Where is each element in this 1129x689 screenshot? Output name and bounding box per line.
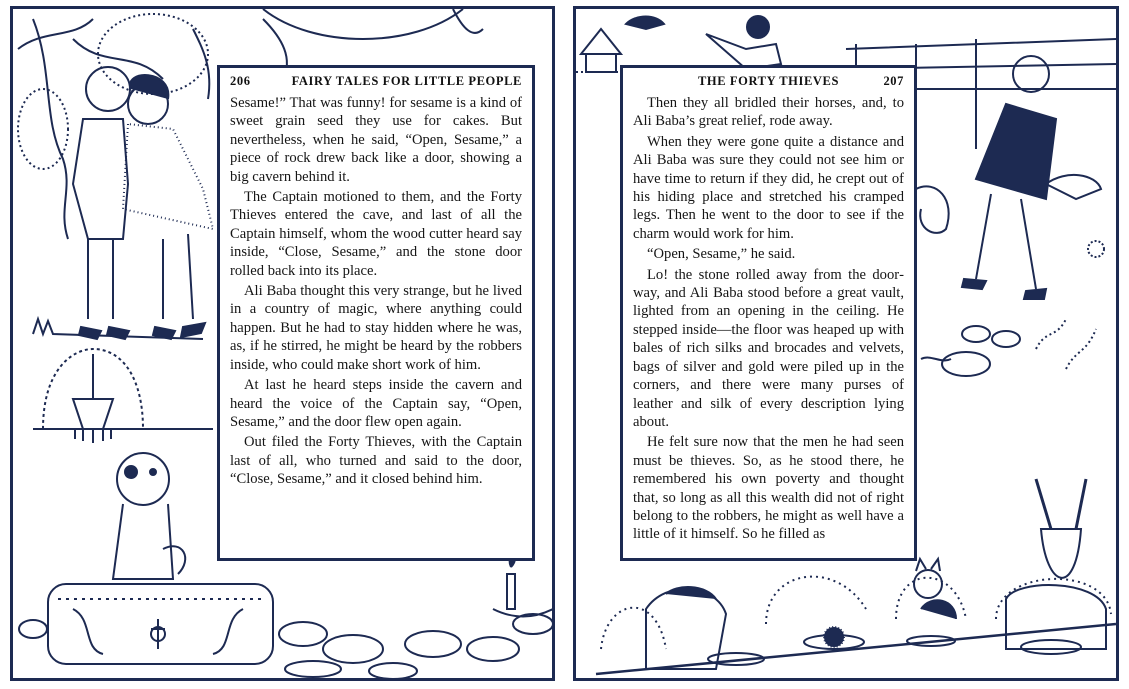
- right-paragraph-3: “Open, Sesame,” he said.: [647, 246, 796, 263]
- flying-hat: [626, 17, 664, 30]
- right-page: [573, 6, 1119, 681]
- left-paragraph-1: Sesame!” That was funny! for sesame is a kind of sweet grain seed they use for cakes. But nevertheless, when he said, “Open, Sesame,” a piece of rock drew back like a door, showing a big cavern behind it.: [230, 95, 522, 185]
- dog-body: [113, 504, 173, 579]
- treasure-chest: [48, 584, 273, 664]
- fan-1: [766, 577, 866, 624]
- left-paragraph-5: Out filed the Forty Thieves, with the Captain last of all, who turned and said to the door, “Close, Sesame,” and it closed behind him.: [230, 434, 522, 488]
- right-paragraph-5: He felt sure now that the men he had seen must be thieves. So, as he stood there, he remembered his own poverty and thought that, so long as all this wealth did not of right belong to the robbers, he might as well have a little of it himself. So he filled as: [633, 434, 904, 543]
- left-running-head: [230, 74, 522, 89]
- donkey-ears: [1036, 479, 1086, 529]
- left-page: [10, 6, 555, 681]
- left-page-number: 206: [230, 74, 251, 88]
- girl-dress: [123, 124, 213, 229]
- left-paragraph-3: Ali Baba thought this very strange, but he lived in a country of magic, where anything could happen. But he had to stay hidden where he was, as, if he stirred, he might be heard by the robbers inside, who could make short work of him.: [230, 283, 522, 373]
- plate-4: [1021, 640, 1081, 654]
- house-roof: [581, 29, 621, 54]
- right-paragraph-4: Lo! the stone rolled away from the doorway, and Ali Baba stood before a great vault, lighted from an opening in the ceiling. He stepped inside—the floor was heaped up with bales of rich silks and brocades and velvets, bags of silver and gold were piled up in the corners, and there were many purses of leather and silk of every description lying about.: [633, 266, 904, 430]
- left-header-title: FAIRY TALES FOR LITTLE PEOPLE: [291, 74, 522, 88]
- donkey-head: [1041, 529, 1081, 578]
- dog-head: [117, 453, 169, 505]
- right-page-number: 207: [883, 74, 904, 88]
- cat-face: [914, 570, 942, 598]
- girl-head-right: [1013, 56, 1049, 92]
- left-paragraph-2: The Captain motioned to them, and the Forty Thieves entered the cave, and last of all the Captain himself, whom the wood cutter heard say inside, “Close, Sesame,” and the stone door rolled back into its place.: [230, 189, 522, 279]
- girl-dark-dress: [976, 104, 1056, 199]
- running-boy-body: [706, 34, 781, 69]
- right-running-head: [633, 74, 904, 89]
- right-paragraph-2: When they were gone quite a distance and Ali Baba was sure they could not see him or have time to return if they did, he crept out of his hiding place and stretched his cramped legs. Then he went to the door to see if the charm would work for him.: [633, 133, 904, 242]
- left-paragraph-4: At last he heard steps inside the cavern and heard the voice of the Captain say, “Open, Sesame,” and the door flew open again.: [230, 377, 522, 430]
- boy-body: [73, 119, 128, 239]
- hanging-lamp: [73, 399, 113, 429]
- right-header-title: THE FORTY THIEVES: [697, 74, 840, 88]
- right-paragraph-1: Then they all bridled their horses, and, to Ali Baba’s great relief, rode away.: [633, 95, 904, 130]
- goose-2: [916, 186, 949, 233]
- left-text-box: [217, 65, 535, 561]
- boy-head: [86, 67, 130, 111]
- tree-trunk: [33, 19, 68, 239]
- right-text-box: [620, 65, 917, 561]
- dog-at-table: [646, 589, 726, 669]
- goose-1: [1046, 175, 1101, 199]
- running-boy-head: [747, 16, 769, 38]
